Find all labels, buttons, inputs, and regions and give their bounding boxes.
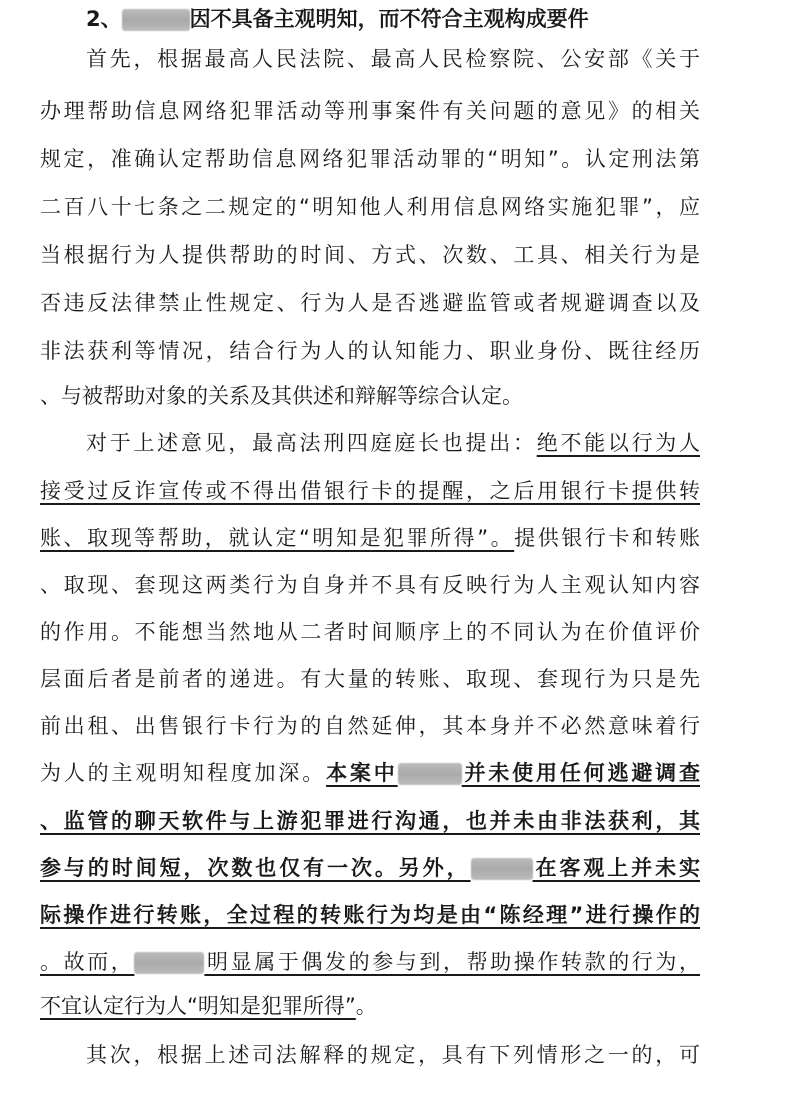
heading-title: 因不具备主观明知，而不符合主观构成要件 [189, 7, 589, 31]
para2-line-8 [40, 758, 700, 788]
para2-underlined: 。故而， [40, 950, 135, 974]
para2-line-12 [40, 947, 700, 977]
para1-line-3: 规定，准确认定帮助信息网络犯罪活动罪的“明知”。认定刑法第 [40, 147, 700, 171]
para2-line-6: 层面后者是前者的递进。有大量的转账、取现、套现行为只是先 [40, 667, 700, 691]
para2-line-1 [86, 428, 700, 458]
para2-bold-underlined: 在客观上并未实 [532, 856, 701, 880]
para2-bold-underlined: 际操作进行转账，全过程的转账行为均是由“陈经理”进行操作的 [40, 903, 700, 927]
para2-line-11 [40, 900, 700, 930]
redacted-name [134, 952, 204, 974]
para2-line-13 [40, 991, 700, 1021]
para2-text: 提供银行卡和转账 [514, 526, 700, 550]
para2-bold-underlined: 本案中 [326, 761, 398, 785]
para1-line-7: 非法获利等情况，结合行为人的认知能力、职业身份、既往经历 [40, 339, 700, 363]
para2-bold-underlined: 、监管的聊天软件与上游犯罪进行沟通，也并未由非法获利，其 [40, 809, 700, 833]
heading-number: 2、 [86, 7, 122, 31]
para3-line-1: 其次，根据上述司法解释的规定，具有下列情形之一的，可 [86, 1043, 700, 1067]
para1-line-6: 否违反法律禁止性规定、行为人是否逃避监管或者规避调查以及 [40, 291, 700, 315]
para1-line-2: 办理帮助信息网络犯罪活动等刑事案件有关问题的意见》的相关 [40, 99, 700, 123]
para1-line-1: 首先，根据最高人民法院、最高人民检察院、公安部《关于 [86, 47, 700, 71]
para2-line-9 [40, 806, 700, 836]
para1-line-8: 、与被帮助对象的关系及其供述和辩解等综合认定。 [40, 384, 523, 408]
para2-text: 对于上述意见，最高法刑四庭庭长也提出： [86, 431, 537, 455]
redacted-name [122, 9, 190, 31]
para2-text: 。 [355, 994, 377, 1018]
para2-bold-underlined: 参与的时间短，次数也仅有一次。另外， [40, 856, 471, 880]
para2-line-3 [40, 523, 700, 553]
para2-underlined: 接受过反诈宣传或不得出借银行卡的提醒，之后用银行卡提供转 [40, 479, 700, 503]
para1-line-5: 当根据行为人提供帮助的时间、方式、次数、工具、相关行为是 [40, 243, 700, 267]
para2-underlined: 明显属于偶发的参与到，帮助操作转款的行为， [204, 950, 701, 974]
para2-line-4: 、取现、套现这两类行为自身并不具有反映行为人主观认知内容 [40, 573, 700, 597]
para2-text: 为人的主观明知程度加深。 [40, 761, 327, 785]
para2-line-5: 的作用。不能想当然地从二者时间顺序上的不同认为在价值评价 [40, 620, 700, 644]
para1-line-4: 二百八十七条之二规定的“明知他人利用信息网络实施犯罪”，应 [40, 195, 700, 219]
para2-line-2 [40, 476, 700, 506]
para2-line-10 [40, 853, 700, 883]
redacted-name [398, 763, 462, 785]
redacted-name [471, 858, 533, 880]
para2-bold-underlined: 并未使用任何逃避调查 [461, 761, 701, 785]
section-heading [86, 4, 686, 34]
para2-line-7: 前出租、出售银行卡行为的自然延伸，其本身并不必然意味着行 [40, 714, 700, 738]
para2-underlined: 不宜认定行为人“明知是犯罪所得” [40, 994, 356, 1018]
para2-underlined: 绝不能以行为人 [536, 431, 701, 455]
para2-underlined: 账、取现等帮助，就认定“明知是犯罪所得”。 [40, 526, 515, 550]
